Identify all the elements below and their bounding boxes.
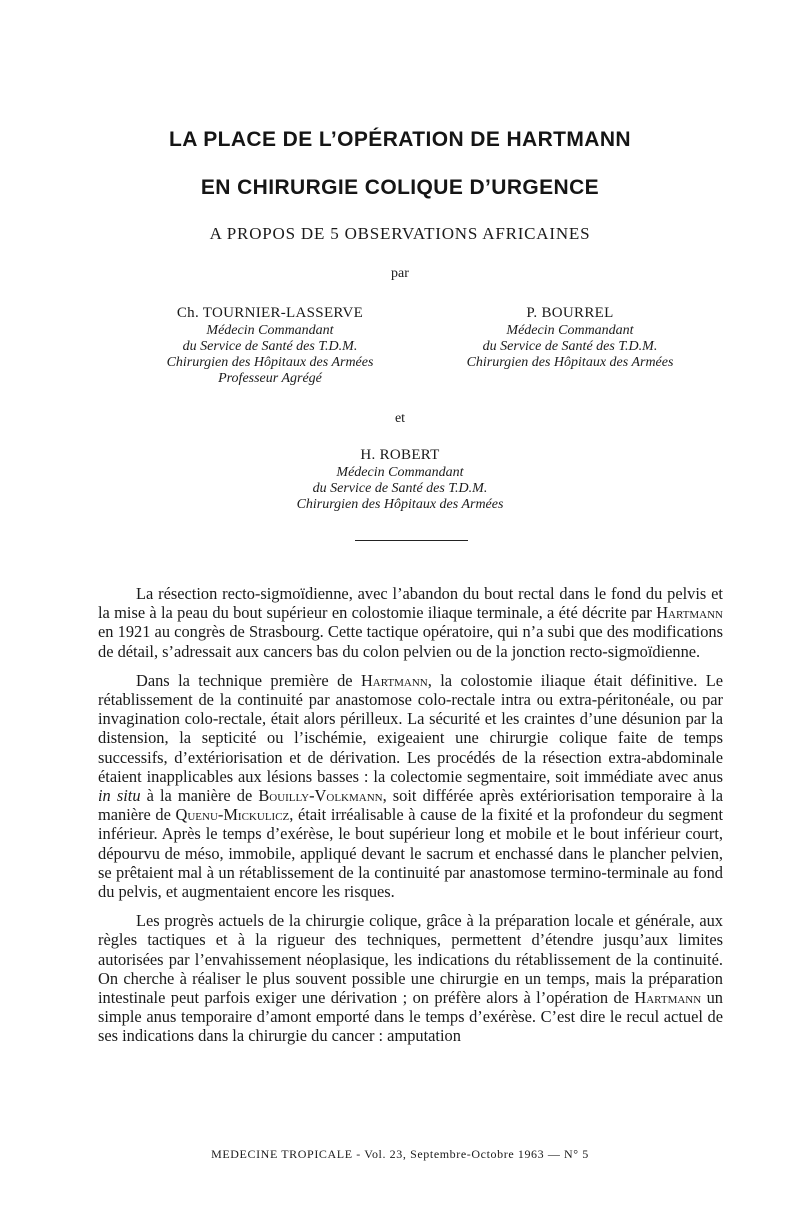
text-run: , soit différée après extériorisation temporaire à la manière de	[98, 786, 724, 825]
body-paragraph-2	[98, 671, 723, 901]
text-run: La résection recto-sigmoïdienne, avec l’abandon du bout rectal dans le fond du pelvis et la mise à la peau du bout supérieur en colostomie iliaque terminale, a été décrite par	[98, 584, 723, 623]
author-title: Professeur Agrégé	[218, 371, 322, 386]
author-service: du Service de Santé des T.D.M.	[482, 339, 658, 354]
author-bourrel	[430, 303, 710, 371]
author-rank: Médecin Commandant	[336, 465, 464, 480]
author-name: P. BOURREL	[526, 305, 614, 321]
article-subtitle: A PROPOS DE 5 OBSERVATIONS AFRICAINES	[209, 224, 591, 243]
author-rank: Médecin Commandant	[206, 323, 334, 338]
author-hospital: Chirurgien des Hôpitaux des Armées	[466, 355, 674, 370]
author-conjunction-et: et	[394, 411, 406, 426]
author-service: du Service de Santé des T.D.M.	[182, 339, 358, 354]
surgeon-name-hartmann: Hartmann	[360, 670, 428, 690]
author-name: H. ROBERT	[360, 447, 440, 463]
text-run: Dans la technique première de	[136, 670, 361, 690]
text-run: un simple anus temporaire d’amont emporté dans le temps d’exérèse. C’est dire le recul actuel de ses indications dans la chirurgie du cancer : amputation	[98, 988, 723, 1046]
author-service: du Service de Santé des T.D.M.	[312, 481, 488, 496]
surgeon-name-hartmann: Hartmann	[656, 603, 723, 623]
surgeon-name-bouilly-volkmann: Bouilly-Volkmann	[258, 786, 383, 806]
author-tournier-lasserve	[130, 303, 410, 387]
journal-footer: MEDECINE TROPICALE - Vol. 23, Septembre-Octobre 1963 — N° 5	[211, 1147, 589, 1161]
body-paragraph-3	[98, 911, 723, 1045]
author-robert	[260, 445, 540, 513]
by-line-par: par	[391, 266, 409, 281]
text-run: , était irréalisable à cause de la fixité et la profondeur du segment inférieur. Après le temps d’exérèse, le bout supérieur long et mobile et le bout inférieur court, dépourvu de méso, immobile, appliqué devant le sacrum et enchassé dans le plancher pelvien, se prêtaient mal à un rétablissement de la continuité par anastomose termino-terminale au fond du pelvis, et augmentaient encore les risques.	[98, 805, 723, 902]
article-body	[98, 584, 723, 1046]
body-paragraph-1	[98, 584, 723, 661]
latin-term: in situ	[98, 786, 141, 806]
author-hospital: Chirurgien des Hôpitaux des Armées	[296, 497, 504, 512]
article-title-line-1: LA PLACE DE L’OPÉRATION DE HARTMANN	[168, 128, 631, 151]
article-title-line-2: EN CHIRURGIE COLIQUE D’URGENCE	[200, 176, 600, 199]
author-rank: Médecin Commandant	[506, 323, 634, 338]
text-run: Les progrès actuels de la chirurgie colique, grâce à la préparation locale et générale, aux règles tactiques et à la rigueur des techniques, permettent d’étendre jusqu’aux limites autorisées par l’envahissement néoplasique, les indications du rétablissement de la continuité. On cherche à réaliser le plus souvent possible une chirurgie en un temps, mais la préparation intestinale peut parfois exiger une dérivation ; on préfère alors à l’opération de	[98, 911, 723, 1008]
text-run: , la colostomie iliaque était définitive. Le rétablissement de la continuité par anastomose colo-rectale intra ou extra-péritonéale, ou par invagination colo-rectale, était alors périlleux. La sécurité et les craintes d’une désunion par la distension, la septicité ou l’ischémie, exigeaient une chirurgie colique faite de temps successifs, d’extériorisation et de dérivation. Les procédés de la résection extra-abdominale étaient inapplicables aux lésions basses : la colectomie segmentaire, soit immédiate avec anus	[98, 670, 723, 786]
section-divider	[355, 540, 468, 541]
text-run: en 1921 au congrès de Strasbourg. Cette tactique opératoire, qui n’a subi que des modifications de détail, s’adressait aux cancers bas du colon pelvien ou de la jonction recto-sigmoïdienne.	[98, 622, 723, 661]
surgeon-name-quenu-mickulicz: Quenu-Mickulicz	[175, 805, 290, 825]
surgeon-name-hartmann: Hartmann	[634, 988, 702, 1008]
author-name: Ch. TOURNIER-LASSERVE	[176, 305, 364, 321]
author-hospital: Chirurgien des Hôpitaux des Armées	[166, 355, 374, 370]
text-run: à la manière de	[140, 786, 259, 806]
